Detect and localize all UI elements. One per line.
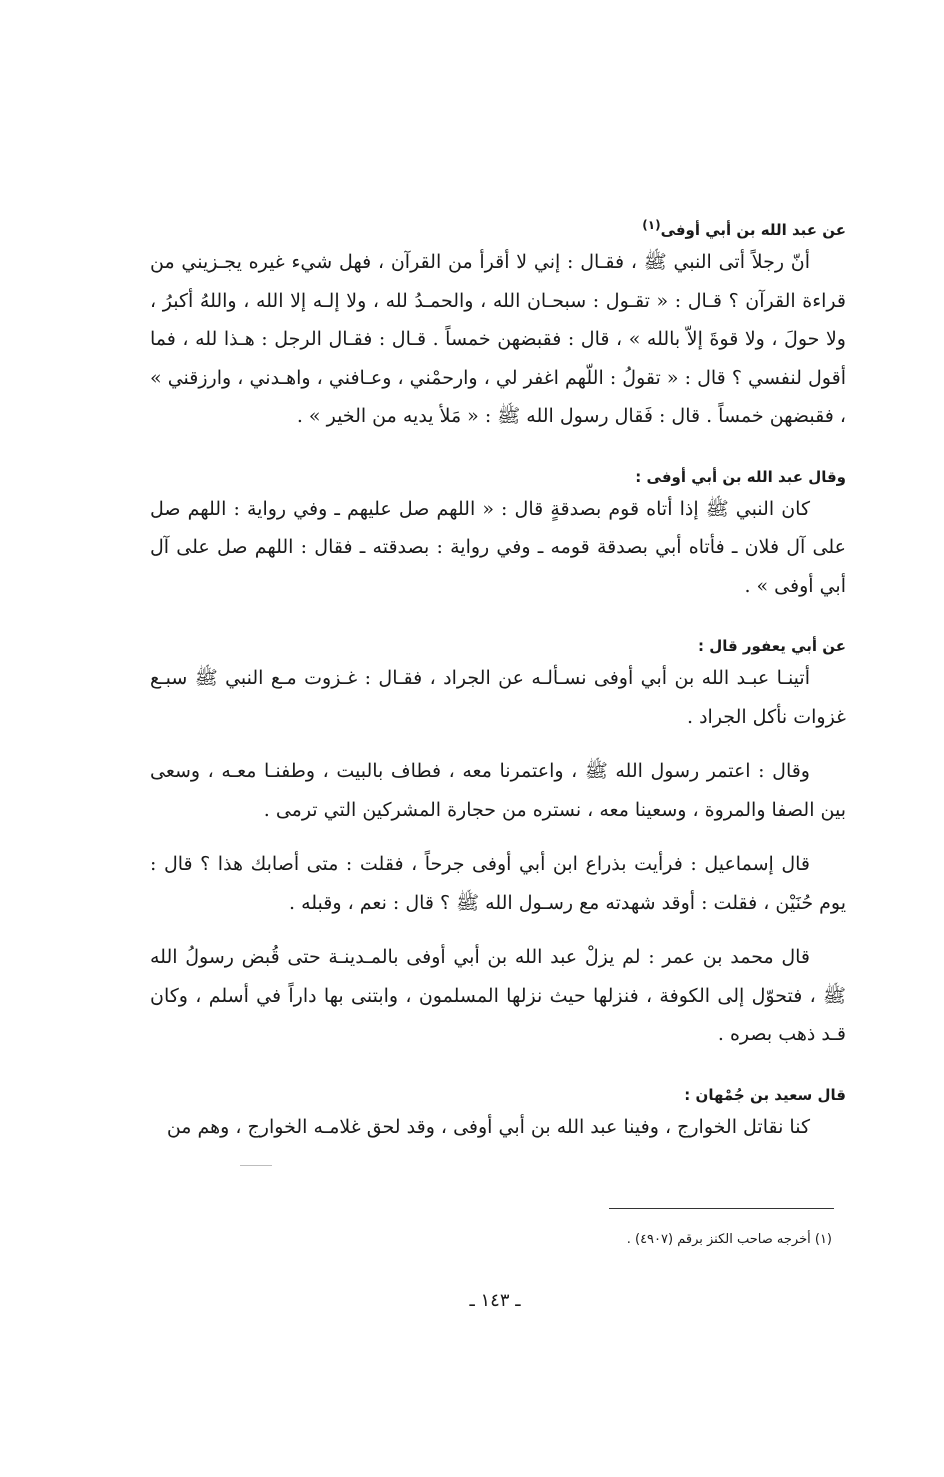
section-paragraph: كان النبي ﷺ إذا أتاه قوم بصدقةٍ قال : « اللهم صل عليهم ـ وفي رواية : اللهم صل على آل فلان ـ فأتاه أبي بصدقة قومه ـ وفي رواية : بصدقته ـ فقال : اللهم صل على آل أبي أوفى » . <box>150 497 846 597</box>
section-5 <box>150 845 846 922</box>
footnote: (١) أخرجه صاحب الكنز برقم (٤٩٠٧) . <box>626 1232 832 1247</box>
section-heading <box>150 212 846 243</box>
footnote-marker: (١) <box>642 218 661 232</box>
section-2 <box>150 464 846 606</box>
section-paragraph: قال إسماعيل : فرأيت بذراع ابن أبي أوفى جرحاً ، فقلت : متى أصابك هذا ؟ قال : يوم حُنَيْن ، فقلت : أوقد شهدته مع رسـول الله ﷺ ؟ قال : نعم ، وقبله . <box>150 853 846 914</box>
section-heading: قال سعيد بن جُمْهان : <box>684 1085 846 1104</box>
section-6 <box>150 938 846 1054</box>
section-paragraph: كنا نقاتل الخوارج ، وفينا عبد الله بن أبي أوفى ، وقد لحق غلامـه الخوارج ، وهم من <box>166 1115 810 1138</box>
footnote-divider <box>609 1208 834 1209</box>
section-paragraph: أنّ رجلاً أتى النبي ﷺ ، فقـال : إني لا أقرأ من القرآن ، فهل شيء غيره يجـزيني من قراءة القرآن ؟ قـال : « تقـول : سبحـان الله ، والحمـدُ لله ، ولا إلـه إلا الله ، واللهُ أكبرُ ، ولا حولَ ، ولا قوةَ إلاّ بالله » ، قال : فقبضهن خمساً . قـال : فقـال الرجل : هـذا لله ، فما أقول لنفسي ؟ قال : « تقولُ : اللّهم اغفر لي ، وارحمْني ، وعـافني ، واهـدني ، وارزقني » ، فقبضهن خمساً . قال : فَقال رسول الله ﷺ : « مَلأ يديه من الخير » . <box>150 251 846 427</box>
section-7 <box>150 1082 846 1147</box>
page-number: ـ ١٤٣ ـ <box>469 1290 521 1311</box>
stray-mark <box>240 1165 272 1166</box>
section-1 <box>150 212 846 436</box>
section-heading: عن أبي يعفور قال : <box>698 637 846 655</box>
section-paragraph: قال محمد بن عمر : لم يزلْ عبد الله بن أبي أوفى بالمـدينـة حتى قُبض رسولُ الله ﷺ ، فتحوّل إلى الكوفة ، فنزلها حيث نزلها المسلمون ، وابتنى بها داراً في أسلم ، وكان قـد ذهب بصره . <box>150 946 846 1045</box>
section-paragraph: وقال : اعتمر رسول الله ﷺ ، واعتمرنا معه ، فطاف بالبيت ، وطفنـا معـه ، وسعى بين الصفا والمروة ، وسعينا معه ، نستره من حجارة المشركين التي ترمى . <box>150 760 846 821</box>
page-body <box>150 212 846 1146</box>
section-paragraph: أتينـا عبـد الله بن أبي أوفى نسـألـه عن الجراد ، فقـال : غـزوت مـع النبي ﷺ سبـع غزوات نأكل الجراد . <box>150 667 846 728</box>
section-heading: وقال عبد الله بن أبي أوفى : <box>635 467 846 486</box>
section-4 <box>150 752 846 829</box>
section-3 <box>150 633 846 736</box>
heading-text: عن عبد الله بن أبي أوفى <box>660 221 846 239</box>
